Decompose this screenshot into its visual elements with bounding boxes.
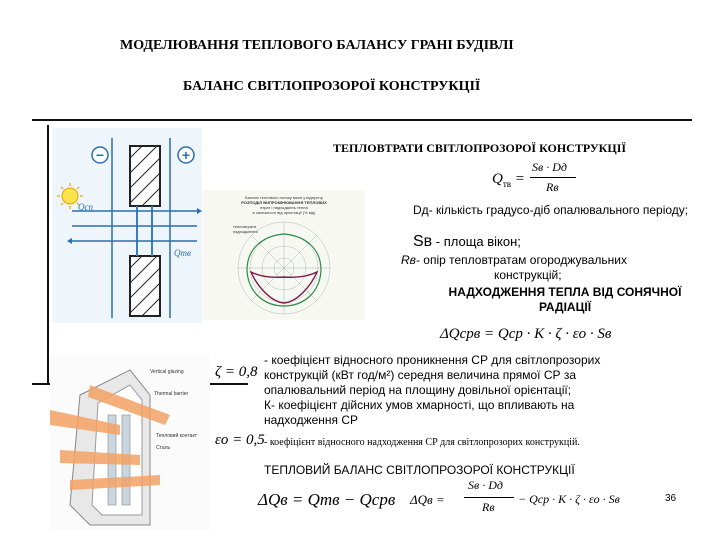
window-heatflow-diagram xyxy=(52,128,202,323)
frame-label-4: Сталь xyxy=(156,445,171,451)
solar-desc-line-3: опалювальний період на площину довільної орієнтації; xyxy=(264,383,572,397)
solar-gain-heading-line-2: РАДІАЦІЇ xyxy=(538,300,592,314)
frame-label-3: Тепловий контакт xyxy=(156,433,197,439)
heat-loss-heading: ТЕПЛОВТРАТИ СВІТЛОПРОЗОРОЇ КОНСТРУКЦІЇ xyxy=(333,141,627,155)
def-resistance-symbol: Rв xyxy=(401,253,416,267)
def-degree-days: Dд- кількість градусо-діб опалювального періоду; xyxy=(413,203,689,217)
polar-orientation-chart xyxy=(203,190,365,320)
zeta-value: ζ = 0,8 xyxy=(215,364,258,380)
formula-denominator: Rв xyxy=(546,180,559,194)
def-window-area xyxy=(413,233,521,251)
left-vertical-divider xyxy=(47,125,49,385)
epsilon-value: εо = 0,5 xyxy=(215,432,265,448)
epsilon-description: - коефіцієнт відносного надходження СР для світлопрозорих конструкцій. xyxy=(264,437,580,448)
solar-desc-line-1: - коефіцієнт відносного проникнення СР для світлопрозорих xyxy=(264,353,601,367)
frame-label-2: Thermal barrier xyxy=(154,391,189,397)
page-number: 36 xyxy=(665,493,677,504)
legend-gain: надходження xyxy=(233,229,258,234)
balance-formula-2-denominator: Rв xyxy=(482,500,495,514)
solar-gain-heading xyxy=(420,285,710,315)
flow-label-qcn: Qcn xyxy=(78,202,93,212)
def-window-area-symbol: Sв xyxy=(413,233,433,250)
wall-lower xyxy=(130,256,160,316)
solar-desc-line-4: К- коефіцієнт дійсних умов хмарності, що впливають на xyxy=(264,398,575,412)
balance-formula-2 xyxy=(410,478,670,526)
def-resistance-text-2: конструкцій; xyxy=(494,268,562,282)
flow-label-qtv: Qтв xyxy=(174,248,191,258)
balance-formula-2-rest: − Qср · K · ζ · εо · Sв xyxy=(518,492,620,506)
svg-text:+: + xyxy=(181,147,191,163)
chart-title-line-2: РОЗПОДІЛ ВИПРОМІНЮВАННЯ ТЕПЛОВИХ xyxy=(241,200,327,205)
slide-title-1: МОДЕЛЮВАННЯ ТЕПЛОВОГО БАЛАНСУ ГРАНІ БУДІВЛІ xyxy=(120,38,514,53)
def-resistance-text-1: - опір тепловтратам огороджувальних xyxy=(415,253,627,267)
solar-desc-line-2: конструкцій (кВт год/м²) середня величина прямої СР за xyxy=(264,368,576,382)
legend-loss: тепловтрати xyxy=(233,224,257,229)
window-frame-section-image xyxy=(50,355,210,530)
frame-label-1: Vertical glazing xyxy=(150,369,184,375)
balance-heading: ТЕПЛОВИЙ БАЛАНС СВІТЛОПРОЗОРОЇ КОНСТРУКЦІЇ xyxy=(264,463,575,477)
chart-title-line-3: втрат і надходжень тепла xyxy=(260,205,308,210)
balance-formula-2-lhs: ΔQв = xyxy=(410,492,445,507)
heat-loss-formula xyxy=(492,160,592,200)
solar-desc-line-5: надходження СР xyxy=(264,413,359,427)
chart-title-line-4: в залежності від орієнтації (% від) xyxy=(252,210,316,215)
chart-title-line-1: Баланс теплового потоку вікон у відпустці xyxy=(245,195,323,200)
solar-gain-description xyxy=(264,353,704,428)
slide-title-2: БАЛАНС СВІТЛОПРОЗОРОЇ КОНСТРУКЦІЇ xyxy=(183,79,481,94)
def-window-area-text: - площа вікон; xyxy=(432,234,521,249)
formula-lhs: $Q_{тв}$ = xyxy=(492,171,525,189)
solar-gain-formula: ΔQсрв = Qср · K · ζ · εо · Sв xyxy=(440,326,612,342)
balance-formula-2-numerator: Sв · Dд xyxy=(468,478,503,492)
formula-fraction-bar xyxy=(530,177,576,178)
formula-numerator: Sв · Dд xyxy=(532,160,567,174)
solar-gain-heading-line-1: НАДХОДЖЕННЯ ТЕПЛА ВІД СОНЯЧНОЇ xyxy=(448,285,682,299)
svg-text:−: − xyxy=(95,147,105,163)
def-resistance xyxy=(401,253,701,283)
top-divider xyxy=(32,119,692,121)
balance-formula-1: ΔQв = Qтв − Qсрв xyxy=(258,490,396,509)
wall-upper xyxy=(130,146,160,206)
balance-formula-2-bar xyxy=(464,497,514,498)
